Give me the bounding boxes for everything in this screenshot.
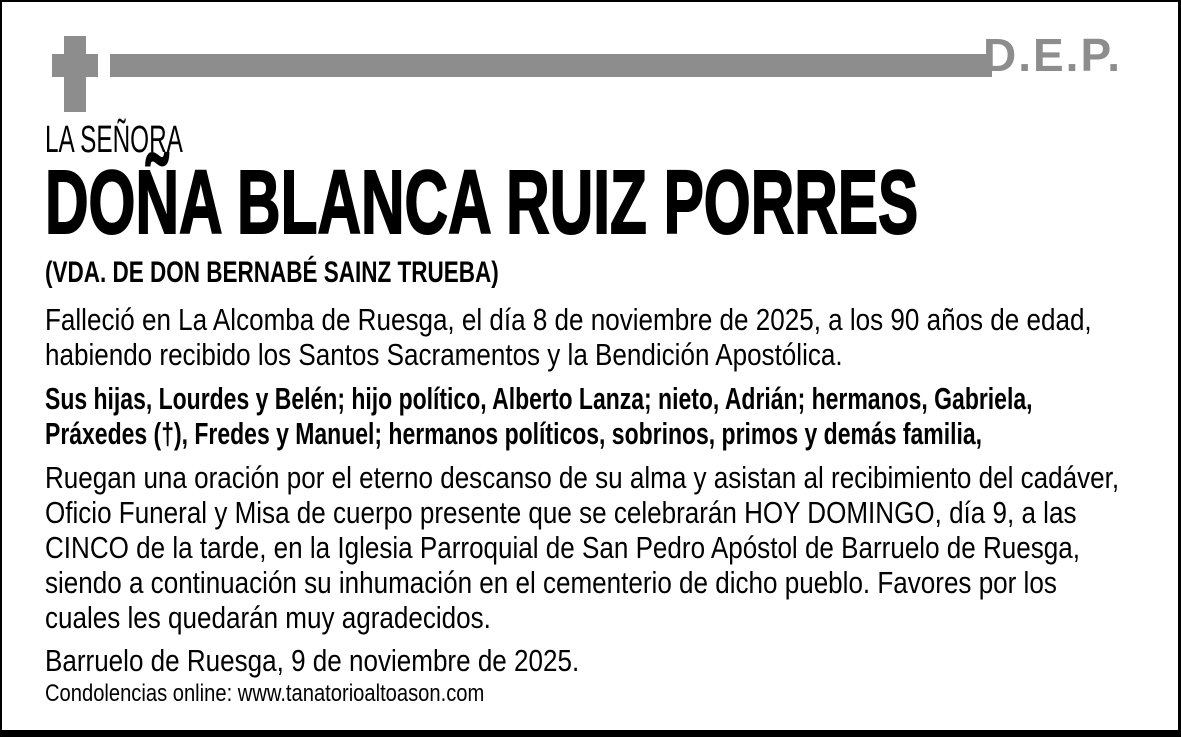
deceased-name: DOÑA BLANCA RUIZ PORRES [45,153,919,253]
widow-subtitle-row [45,257,1138,289]
header-rule [110,54,992,77]
place-date-line: Barruelo de Ruesga, 9 de noviembre de 2025. [45,643,580,678]
deceased-name-row [45,153,1138,253]
widow-subtitle: (VDA. DE DON BERNABÉ SAINZ TRUEBA) [45,256,499,289]
cross-horizontal-bar [52,54,98,77]
request-paragraph: Ruegan una oración por el eterno descanso de su alma y asistan al recibimiento del cadáver, Oficio Funeral y Misa de cuerpo presente que se celebrarán HOY DOMINGO, día 9, a las CINCO de la tarde, en la Iglesia Parroquial de San Pedro Apóstol de Barruelo de Ruesga, siendo a continuación su inhumación en el cementerio de dicho pueblo. Favores por los cuales les quedarán muy agradecidos. [45,460,1120,635]
family-paragraph: Sus hijas, Lourdes y Belén; hijo político, Alberto Lanza; nieto, Adrián; hermanos, Gabriela, Práxedes (†), Fredes y Manuel; hermanos políticos, sobrinos, primos y demás familia, [45,381,1033,451]
latin-cross-icon [52,36,98,112]
dep-label: D.E.P. [983,29,1122,81]
condolences-line: Condolencias online: www.tanatorioaltoason.com [45,680,485,707]
deceased-prefix: LA SEÑORA [45,119,183,161]
header-band [52,29,1122,112]
notice-body [45,120,1138,709]
death-paragraph: Falleció en La Alcomba de Ruesga, el día 8 de noviembre de 2025, a los 90 años de edad, habiendo recibido los Santos Sacramentos y la Bendición Apostólica. [45,302,1092,372]
